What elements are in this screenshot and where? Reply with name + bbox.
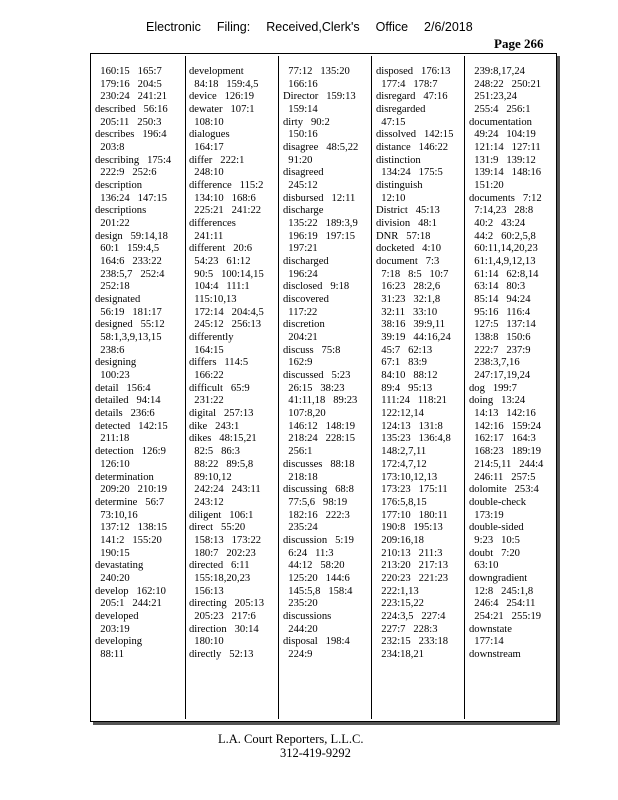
index-entry: dolomite 253:4	[469, 484, 539, 496]
index-entry: 255:4 256:1	[469, 104, 531, 116]
index-entry: 251:23,24	[469, 91, 517, 103]
index-entry: 166:16	[283, 78, 318, 90]
index-entry: 222:9 252:6	[95, 167, 157, 179]
index-entry: diligent 106:1	[189, 509, 254, 521]
index-entry: dissolved 142:15	[376, 129, 454, 141]
index-column-4	[376, 66, 465, 662]
index-entry: 134:24 175:5	[376, 167, 443, 179]
index-entry: describes 196:4	[95, 129, 167, 141]
index-entry: discretion	[283, 319, 325, 331]
index-entry: downgradient	[469, 572, 528, 584]
index-entry: disagreed	[283, 167, 324, 179]
index-entry: 162:9	[283, 357, 313, 369]
header-office: Office	[375, 20, 409, 34]
index-entry: discussed 5:23	[283, 370, 351, 382]
index-entry: division 48:1	[376, 218, 437, 230]
index-entry: 104:4 111:1	[189, 281, 250, 293]
index-entry: 197:21	[283, 243, 318, 255]
index-entry: 146:12 148:19	[283, 420, 356, 432]
index-entry: 234:18,21	[376, 648, 424, 660]
index-entry: difference 115:2	[189, 180, 264, 192]
index-entry: discharge	[283, 205, 324, 217]
index-entry: 196:19 197:15	[283, 230, 356, 242]
index-entry: 210:13 211:3	[376, 547, 443, 559]
index-entry: distinction	[376, 154, 421, 166]
index-entry: 67:1 83:9	[376, 357, 427, 369]
index-entry: 61:1,4,9,12,13	[469, 256, 536, 268]
index-entry: 63:10	[469, 560, 499, 572]
index-entry: 225:21 241:22	[189, 205, 262, 217]
index-entry: discussions	[283, 610, 332, 622]
index-entry: 88:11	[95, 648, 125, 660]
index-entry: 243:12	[189, 496, 224, 508]
index-entry: documentation	[469, 116, 532, 128]
index-entry: 136:24 147:15	[95, 192, 168, 204]
index-entry: dialogues	[189, 129, 230, 141]
index-entry: 164:15	[189, 344, 224, 356]
index-entry: 177:10 180:11	[376, 509, 448, 521]
index-entry: 179:16 204:5	[95, 78, 162, 90]
index-entry: 90:5 100:14,15	[189, 268, 264, 280]
index-entry: 196:24	[283, 268, 318, 280]
index-entry: 238:3,7,16	[469, 357, 520, 369]
index-entry: 58:1,3,9,13,15	[95, 332, 162, 344]
index-entry: 63:14 80:3	[469, 281, 526, 293]
index-entry: 177:14	[469, 636, 504, 648]
index-entry: 41:11,18 89:23	[283, 395, 358, 407]
index-entry: designing	[95, 357, 137, 369]
index-entry: discussion 5:19	[283, 534, 354, 546]
index-entry: described 56:16	[95, 104, 168, 116]
index-entry: 26:15 38:23	[283, 382, 345, 394]
index-entry: 155:18,20,23	[189, 572, 251, 584]
index-entry: 180:10	[189, 636, 224, 648]
index-entry: 209:20 210:19	[95, 484, 168, 496]
index-entry: 84:18 159:4,5	[189, 78, 259, 90]
index-entry: 14:13 142:16	[469, 408, 536, 420]
index-entry: disclosed 9:18	[283, 281, 350, 293]
index-entry: differs 114:5	[189, 357, 249, 369]
index-entry: 160:15 165:7	[95, 66, 162, 77]
index-entry: 44:2 60:2,5,8	[469, 230, 536, 242]
index-entry: doing 13:24	[469, 395, 526, 407]
index-entry: development	[189, 66, 244, 77]
index-entry: 135:23 136:4,8	[376, 433, 451, 445]
index-entry: 231:22	[189, 395, 224, 407]
index-entry: 214:5,11 244:4	[469, 458, 544, 470]
index-entry: DNR 57:18	[376, 230, 431, 242]
index-entry: 209:16,18	[376, 534, 424, 546]
index-entry: 223:15,22	[376, 598, 424, 610]
index-entry: 190:15	[95, 547, 130, 559]
index-entry: 61:14 62:8,14	[469, 268, 539, 280]
index-entry: 32:11 33:10	[376, 306, 438, 318]
index-entry: 173:23 175:11	[376, 484, 448, 496]
index-entry: developing	[95, 636, 143, 648]
index-entry: 232:15 233:18	[376, 636, 449, 648]
index-entry: 201:22	[95, 218, 130, 230]
index-entry: direct 55:20	[189, 522, 246, 534]
index-entry: discovered	[283, 294, 329, 306]
index-entry: 85:14 94:24	[469, 294, 531, 306]
index-entry: 203:19	[95, 623, 130, 635]
index-entry: developed	[95, 610, 139, 622]
index-entry: 151:20	[469, 180, 504, 192]
index-entry: differences	[189, 218, 236, 230]
index-entry: 82:5 86:3	[189, 446, 240, 458]
index-entry: design 59:14,18	[95, 230, 168, 242]
index-entry: 77:5,6 98:19	[283, 496, 348, 508]
index-entry: 248:22 250:21	[469, 78, 542, 90]
index-entry: determine 56:7	[95, 496, 165, 508]
index-entry: detection 126:9	[95, 446, 166, 458]
index-entry: 222:7 237:9	[469, 344, 531, 356]
index-entry: 44:12 58:20	[283, 560, 345, 572]
index-entry: disagree 48:5,22	[283, 142, 359, 154]
index-entry: 45:7 62:13	[376, 344, 433, 356]
index-entry: 166:22	[189, 370, 224, 382]
index-entry: 137:12 138:15	[95, 522, 168, 534]
filing-header	[146, 20, 489, 34]
index-entry: downstream	[469, 648, 521, 660]
index-entry: 91:20	[283, 154, 313, 166]
index-entry: 54:23 61:12	[189, 256, 251, 268]
index-entry: documents 7:12	[469, 192, 542, 204]
index-entry: disregard 47:16	[376, 91, 448, 103]
index-entry: 73:10,16	[95, 509, 138, 521]
index-entry: differ 222:1	[189, 154, 245, 166]
column-divider	[185, 56, 186, 719]
index-entry: 89:4 95:13	[376, 382, 433, 394]
index-entry: 124:13 131:8	[376, 420, 443, 432]
index-entry: 240:20	[95, 572, 130, 584]
index-entry: 38:16 39:9,11	[376, 319, 446, 331]
index-entry: description	[95, 180, 143, 192]
index-entry: 121:14 127:11	[469, 142, 541, 154]
index-entry: 172:4,7,12	[376, 458, 427, 470]
index-entry: 16:23 28:2,6	[376, 281, 441, 293]
index-entry: 203:8	[95, 142, 125, 154]
index-entry: 230:24 241:21	[95, 91, 168, 103]
index-column-2	[189, 66, 278, 662]
index-entry: 213:20 217:13	[376, 560, 449, 572]
index-entry: 145:5,8 158:4	[283, 585, 353, 597]
index-entry: docketed 4:10	[376, 243, 442, 255]
index-entry: directly 52:13	[189, 648, 254, 660]
footer-phone: 312-419-9292	[280, 746, 351, 760]
index-entry: 49:24 104:19	[469, 129, 536, 141]
index-entry: 142:16 159:24	[469, 420, 542, 432]
index-entry: 222:1,13	[376, 585, 419, 597]
index-entry: disbursed 12:11	[283, 192, 356, 204]
header-filing: Filing:	[216, 20, 251, 34]
index-entry: 248:10	[189, 167, 224, 179]
index-entry: device 126:19	[189, 91, 255, 103]
index-entry: 218:18	[283, 471, 318, 483]
index-entry: 138:8 150:6	[469, 332, 531, 344]
index-entry: detail 156:4	[95, 382, 151, 394]
index-entry: 60:1 159:4,5	[95, 243, 160, 255]
index-column-5	[469, 66, 558, 662]
index-entry: 173:10,12,13	[376, 471, 438, 483]
index-entry: details 236:6	[95, 408, 155, 420]
index-entry: designed 55:12	[95, 319, 165, 331]
index-entry: 9:23 10:5	[469, 534, 520, 546]
header-date: 2/6/2018	[424, 20, 473, 34]
index-entry: 177:4 178:7	[376, 78, 438, 90]
index-entry: descriptions	[95, 205, 147, 217]
index-entry: 239:8,17,24	[469, 66, 525, 77]
index-entry: describing 175:4	[95, 154, 172, 166]
index-entry: 235:20	[283, 598, 318, 610]
index-entry: difficult 65:9	[189, 382, 250, 394]
index-entry: differently	[189, 332, 234, 344]
index-entry: 211:18	[95, 433, 130, 445]
index-entry: 218:24 228:15	[283, 433, 356, 445]
index-entry: 238:6	[95, 344, 125, 356]
index-entry: 111:24 118:21	[376, 395, 447, 407]
index-entry: distinguish	[376, 180, 423, 192]
index-entry: 127:5 137:14	[469, 319, 536, 331]
index-entry: 100:23	[95, 370, 130, 382]
index-entry: 150:16	[283, 129, 318, 141]
index-entry: 180:7 202:23	[189, 547, 256, 559]
index-entry: devastating	[95, 560, 144, 572]
index-entry: 131:9 139:12	[469, 154, 536, 166]
index-entry: 247:17,19,24	[469, 370, 531, 382]
index-entry: discussing 68:8	[283, 484, 354, 496]
index-entry: 241:11	[189, 230, 224, 242]
index-entry: disposal 198:4	[283, 636, 350, 648]
index-entry: 220:23 221:23	[376, 572, 449, 584]
index-entry: directing 205:13	[189, 598, 265, 610]
index-entry: 89:10,12	[189, 471, 232, 483]
index-entry: 126:10	[95, 458, 130, 470]
header-received: Received,Clerk's	[266, 20, 360, 34]
index-entry: 205:1 244:21	[95, 598, 162, 610]
index-entry: 12:8 245:1,8	[469, 585, 534, 597]
index-entry: 95:16 116:4	[469, 306, 531, 318]
index-entry: 88:22 89:5,8	[189, 458, 254, 470]
index-entry: dikes 48:15,21	[189, 433, 257, 445]
index-entry: 56:19 181:17	[95, 306, 162, 318]
index-entry: 6:24 11:3	[283, 547, 334, 559]
index-entry: 39:19 44:16,24	[376, 332, 451, 344]
index-entry: 158:13 173:22	[189, 534, 262, 546]
index-entry: 227:7 228:3	[376, 623, 438, 635]
index-entry: 107:8,20	[283, 408, 326, 420]
index-entry: 235:24	[283, 522, 318, 534]
index-entry: 77:12 135:20	[283, 66, 350, 77]
index-entry: District 45:13	[376, 205, 440, 217]
index-entry: develop 162:10	[95, 585, 166, 597]
index-entry: 172:14 204:4,5	[189, 306, 264, 318]
index-entry: 139:14 148:16	[469, 167, 542, 179]
index-entry: 12:10	[376, 192, 406, 204]
index-entry: double-check	[469, 496, 527, 508]
index-entry: 190:8 195:13	[376, 522, 443, 534]
index-entry: discusses 88:18	[283, 458, 355, 470]
index-entry: 168:23 189:19	[469, 446, 542, 458]
index-column-1	[95, 66, 184, 662]
index-entry: 254:21 255:19	[469, 610, 542, 622]
index-entry: Director 159:13	[283, 91, 356, 103]
index-entry: 205:23 217:6	[189, 610, 256, 622]
index-entry: 7:18 8:5 10:7	[376, 268, 449, 280]
index-entry: 164:6 233:22	[95, 256, 162, 268]
index-entry: digital 257:13	[189, 408, 254, 420]
index-entry: 224:9	[283, 648, 313, 660]
index-entry: 84:10 88:12	[376, 370, 438, 382]
index-entry: different 20:6	[189, 243, 253, 255]
index-entry: 159:14	[283, 104, 318, 116]
index-entry: direction 30:14	[189, 623, 259, 635]
index-entry: 156:13	[189, 585, 224, 597]
index-entry: 182:16 222:3	[283, 509, 350, 521]
index-entry: 176:5,8,15	[376, 496, 427, 508]
index-entry: 125:20 144:6	[283, 572, 350, 584]
index-entry: dike 243:1	[189, 420, 240, 432]
index-entry: 245:12	[283, 180, 318, 192]
index-entry: dewater 107:1	[189, 104, 255, 116]
index-entry: distance 146:22	[376, 142, 449, 154]
column-divider	[278, 56, 279, 719]
index-column-3	[283, 66, 372, 662]
index-entry: 205:11 250:3	[95, 116, 162, 128]
index-entry: 224:3,5 227:4	[376, 610, 446, 622]
index-entry: 31:23 32:1,8	[376, 294, 441, 306]
index-entry: disposed 176:13	[376, 66, 451, 77]
index-entry: 256:1	[283, 446, 313, 458]
index-entry: 7:14,23 28:8	[469, 205, 534, 217]
index-entry: 245:12 256:13	[189, 319, 262, 331]
index-entry: double-sided	[469, 522, 524, 534]
index-entry: 162:17 164:3	[469, 433, 536, 445]
index-entry: dirty 90:2	[283, 116, 330, 128]
index-entry: 134:10 168:6	[189, 192, 256, 204]
index-entry: 252:18	[95, 281, 130, 293]
index-entry: document 7:3	[376, 256, 440, 268]
index-entry: 164:17	[189, 142, 224, 154]
index-entry: detailed 94:14	[95, 395, 161, 407]
index-entry: 117:22	[283, 306, 318, 318]
index-entry: 246:4 254:11	[469, 598, 536, 610]
index-entry: designated	[95, 294, 141, 306]
page-number: Page 266	[494, 36, 544, 51]
index-entry: 204:21	[283, 332, 318, 344]
index-entry: doubt 7:20	[469, 547, 520, 559]
index-entry: 242:24 243:11	[189, 484, 261, 496]
index-entry: 148:2,7,11	[376, 446, 427, 458]
index-entry: 135:22 189:3,9	[283, 218, 358, 230]
index-entry: dog 199:7	[469, 382, 517, 394]
index-entry: 246:11 257:5	[469, 471, 536, 483]
index-entry: 60:11,14,20,23	[469, 243, 538, 255]
index-entry: 173:19	[469, 509, 504, 521]
index-entry: detected 142:15	[95, 420, 168, 432]
index-entry: discuss 75:8	[283, 344, 341, 356]
index-entry: determination	[95, 471, 154, 483]
index-entry: 108:10	[189, 116, 224, 128]
index-entry: downstate	[469, 623, 512, 635]
index-entry: directed 6:11	[189, 560, 250, 572]
word-index-box	[90, 53, 557, 722]
footer-company: L.A. Court Reporters, L.L.C.	[218, 732, 364, 746]
index-entry: 40:2 43:24	[469, 218, 526, 230]
header-electronic: Electronic	[146, 20, 201, 34]
index-entry: 122:12,14	[376, 408, 424, 420]
index-entry: 47:15	[376, 116, 406, 128]
index-entry: 141:2 155:20	[95, 534, 162, 546]
index-entry: discharged	[283, 256, 329, 268]
index-entry: 115:10,13	[189, 294, 237, 306]
index-entry: 244:20	[283, 623, 318, 635]
index-entry: 238:5,7 252:4	[95, 268, 165, 280]
index-entry: disregarded	[376, 104, 426, 116]
